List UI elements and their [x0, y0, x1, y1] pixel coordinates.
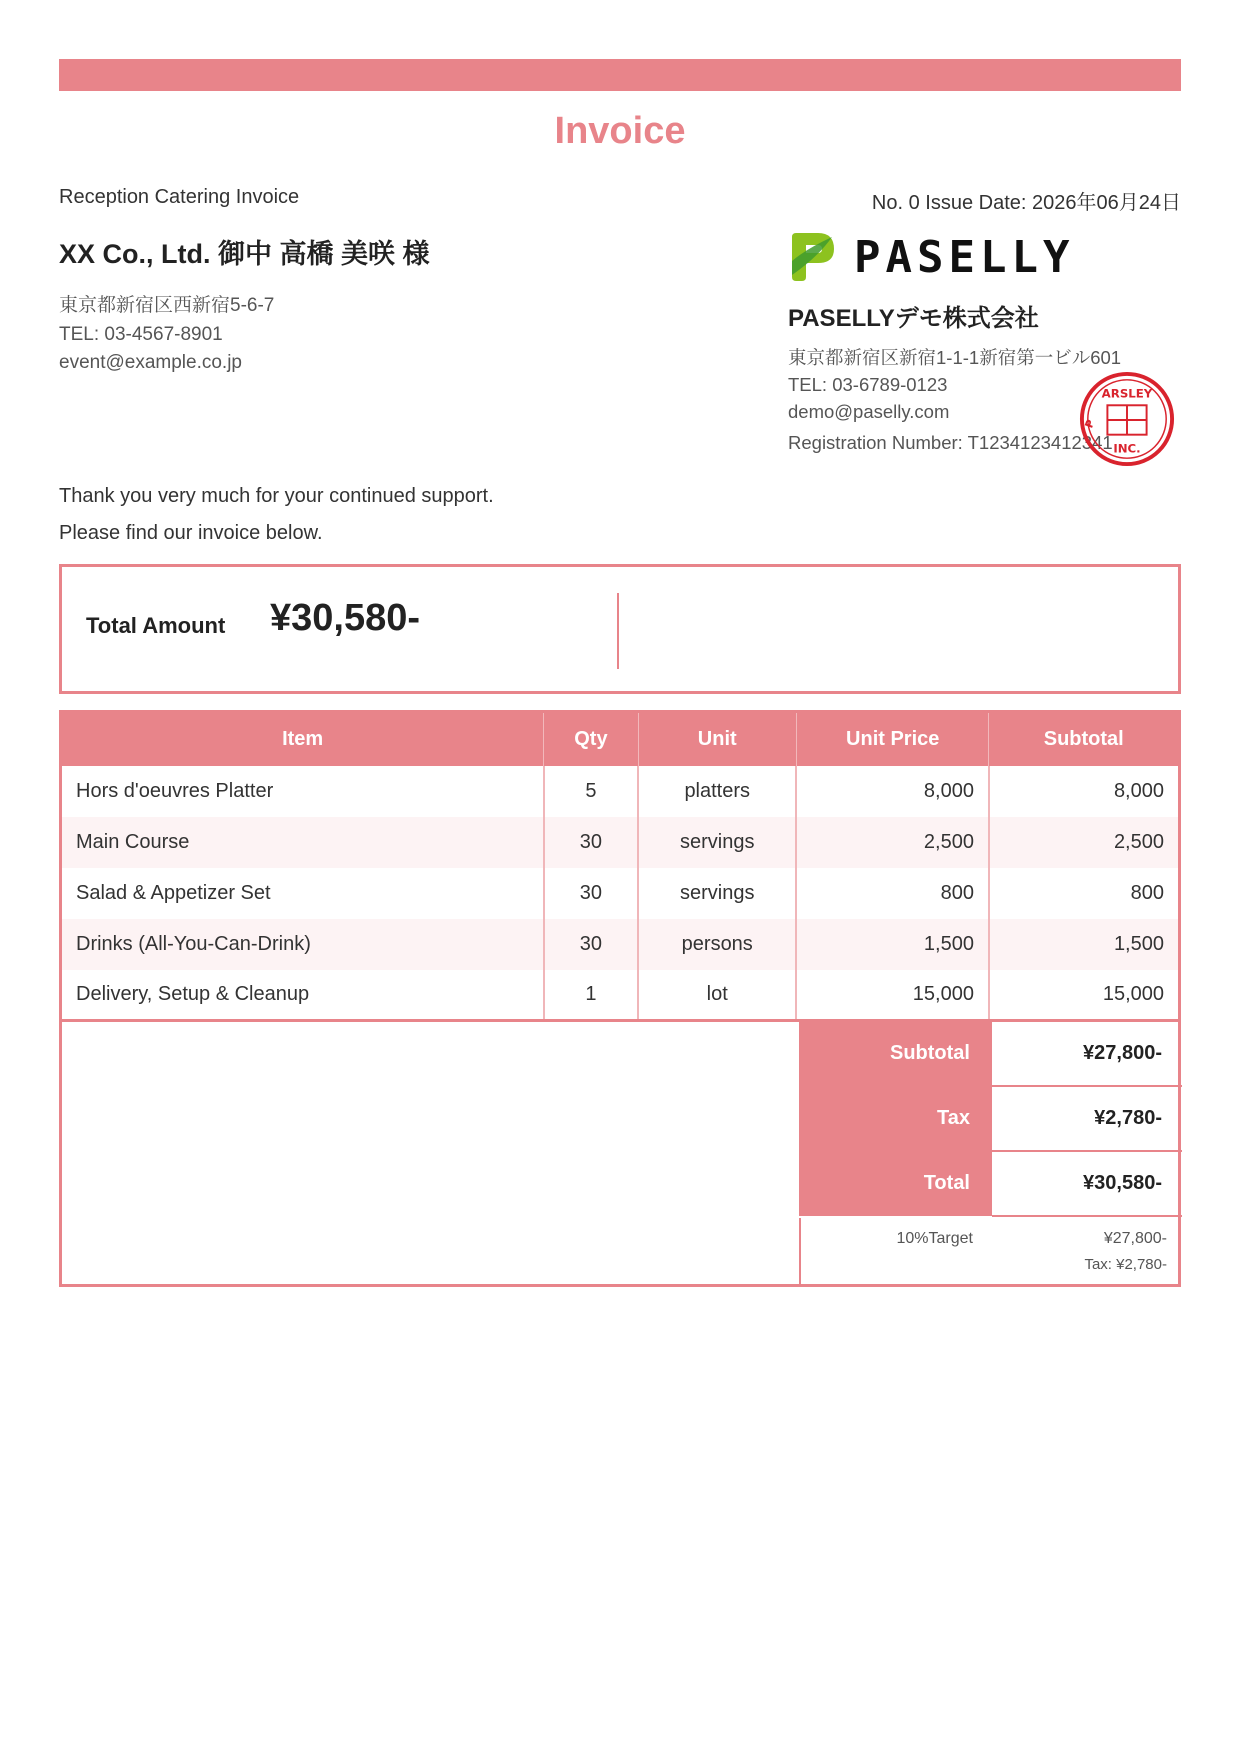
cell-item: Salad & Appetizer Set: [61, 868, 544, 919]
summary-tax-row: [800, 1086, 1182, 1151]
cell-item: Hors d'oeuvres Platter: [61, 766, 544, 817]
company-logo: [788, 230, 1074, 284]
document-title: Invoice: [554, 110, 686, 152]
issuer-tel: TEL: 03-6789-0123: [788, 374, 948, 395]
svg-text:INC.: INC.: [1113, 441, 1141, 456]
greeting-line-1: Thank you very much for your continued support.: [59, 485, 494, 507]
cell-item: Delivery, Setup & Cleanup: [61, 970, 544, 1021]
svg-text:P: P: [1082, 417, 1098, 430]
total-amount-value: ¥30,580-: [270, 597, 421, 639]
cell-item: Drinks (All-You-Can-Drink): [61, 919, 544, 970]
issue-date: Issue Date: 2026年06月24日: [925, 192, 1181, 214]
cell-unit-price: 800: [796, 868, 989, 919]
client-name: XX Co., Ltd. 御中 高橋 美咲 様: [59, 239, 430, 269]
cell-qty: 30: [544, 919, 638, 970]
cell-unit: servings: [638, 868, 796, 919]
table-row: [61, 766, 1180, 817]
cell-unit-price: 8,000: [796, 766, 989, 817]
table-row: [61, 817, 1180, 868]
tax-breakdown: [799, 1218, 1181, 1284]
total-box-divider: [617, 593, 619, 669]
line-items-table: [59, 710, 1181, 1022]
cell-item: Main Course: [61, 817, 544, 868]
client-address: 東京都新宿区西新宿5-6-7: [59, 295, 275, 316]
tax-target-amount: ¥27,800-: [1103, 1230, 1167, 1247]
summary-subtotal-row: [800, 1021, 1182, 1086]
cell-subtotal: 15,000: [989, 970, 1180, 1021]
cell-qty: 1: [544, 970, 638, 1021]
paselly-leaf-icon: [788, 231, 836, 283]
header-qty: Qty: [544, 712, 638, 766]
greeting: [59, 478, 494, 552]
table-row: [61, 868, 1180, 919]
client-tel: TEL: 03-4567-8901: [59, 323, 223, 345]
issuer-email: demo@paselly.com: [788, 401, 950, 422]
cell-unit-price: 1,500: [796, 919, 989, 970]
summary-section: [59, 1021, 1181, 1287]
issuer-info: [788, 344, 1121, 425]
cell-subtotal: 2,500: [989, 817, 1180, 868]
summary-subtotal-value: ¥27,800-: [992, 1021, 1182, 1086]
cell-subtotal: 800: [1130, 881, 1164, 904]
issue-meta: [872, 186, 1181, 215]
summary-totals: [799, 1021, 1182, 1217]
cell-unit: platters: [638, 766, 796, 817]
summary-tax-label: Tax: [800, 1086, 992, 1151]
greeting-line-2: Please find our invoice below.: [59, 522, 323, 544]
client-info: [59, 292, 274, 378]
table-row: [61, 919, 1180, 970]
top-accent-bar: [59, 59, 1181, 91]
cell-unit-price: 2,500: [796, 817, 989, 868]
invoice-number: No. 0: [871, 192, 920, 214]
cell-unit: lot: [638, 970, 796, 1021]
cell-unit-price: 15,000: [796, 970, 989, 1021]
header-subtotal: Subtotal: [989, 712, 1180, 766]
header-item: Item: [61, 712, 544, 766]
cell-subtotal: 8,000: [1113, 779, 1164, 802]
summary-subtotal-label: Subtotal: [800, 1021, 992, 1086]
document-subtitle: Reception Catering Invoice: [59, 186, 300, 208]
client-email: event@example.co.jp: [59, 352, 242, 373]
cell-qty: 30: [544, 817, 638, 868]
tax-target-tax: Tax: ¥2,780-: [1084, 1256, 1167, 1273]
summary-total-value: ¥30,580-: [992, 1151, 1182, 1216]
total-amount-box: [59, 564, 1181, 694]
svg-text:ARSLEY: ARSLEY: [1101, 386, 1153, 401]
cell-unit: persons: [638, 919, 796, 970]
header-unit: Unit: [638, 712, 796, 766]
cell-qty: 30: [544, 868, 638, 919]
table-header-row: [61, 712, 1180, 766]
cell-subtotal: 1,500: [989, 919, 1180, 970]
table-row: [61, 970, 1180, 1021]
cell-unit: servings: [638, 817, 796, 868]
tax-target-label: 10%Target: [896, 1230, 973, 1247]
logo-wordmark: PASELLY: [854, 231, 1075, 283]
company-seal-stamp: [1078, 370, 1176, 468]
summary-tax-value: ¥2,780-: [992, 1086, 1182, 1151]
issuer-address: 東京都新宿区新宿1-1-1新宿第一ビル601: [788, 347, 1122, 368]
summary-total-row: [800, 1151, 1182, 1216]
total-amount-label: Total Amount: [86, 613, 226, 638]
summary-total-label: Total: [800, 1151, 992, 1216]
registration-number: Registration Number: T1234123412341: [788, 432, 1113, 453]
cell-qty: 5: [544, 766, 638, 817]
header-unit-price: Unit Price: [796, 712, 989, 766]
issuer-name: PASELLYデモ株式会社: [788, 305, 1039, 332]
